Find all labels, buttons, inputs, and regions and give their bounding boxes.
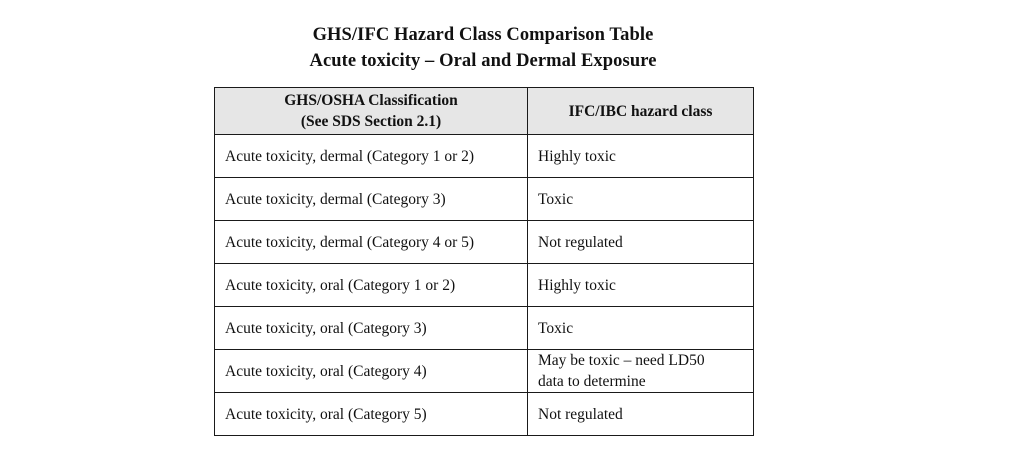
header-ifc-line-1: IFC/IBC hazard class [568,102,713,120]
title-line-2: Acute toxicity – Oral and Dermal Exposure [309,51,657,71]
ifc-cell: Toxic [528,178,754,221]
table-row [215,264,754,307]
table-row [215,178,754,221]
header-ifc-ibc-hazard-class [528,88,754,135]
hazard-comparison-table [214,87,754,436]
ifc-cell: Not regulated [528,221,754,264]
ghs-cell: Acute toxicity, oral (Category 4) [215,350,528,393]
title-line-1: GHS/IFC Hazard Class Comparison Table [312,25,654,45]
table-row [215,135,754,178]
table-header-row [215,88,754,135]
header-ghs-line-2: (See SDS Section 2.1) [300,113,442,130]
table-row [215,393,754,436]
ghs-cell: Acute toxicity, dermal (Category 4 or 5) [215,221,528,264]
header-ghs-line-1: GHS/OSHA Classification [284,92,458,109]
document-title [0,22,966,74]
ghs-cell: Acute toxicity, oral (Category 1 or 2) [215,264,528,307]
ifc-cell: May be toxic – need LD50 data to determine [528,350,754,393]
ifc-cell: Not regulated [528,393,754,436]
header-ghs-osha-classification [215,88,528,135]
table-row [215,350,754,393]
table-row [215,307,754,350]
ifc-cell: Highly toxic [528,135,754,178]
ghs-cell: Acute toxicity, oral (Category 5) [215,393,528,436]
ifc-cell: Highly toxic [528,264,754,307]
ghs-cell: Acute toxicity, dermal (Category 3) [215,178,528,221]
table-row [215,221,754,264]
ifc-cell: Toxic [528,307,754,350]
ghs-cell: Acute toxicity, dermal (Category 1 or 2) [215,135,528,178]
ghs-cell: Acute toxicity, oral (Category 3) [215,307,528,350]
